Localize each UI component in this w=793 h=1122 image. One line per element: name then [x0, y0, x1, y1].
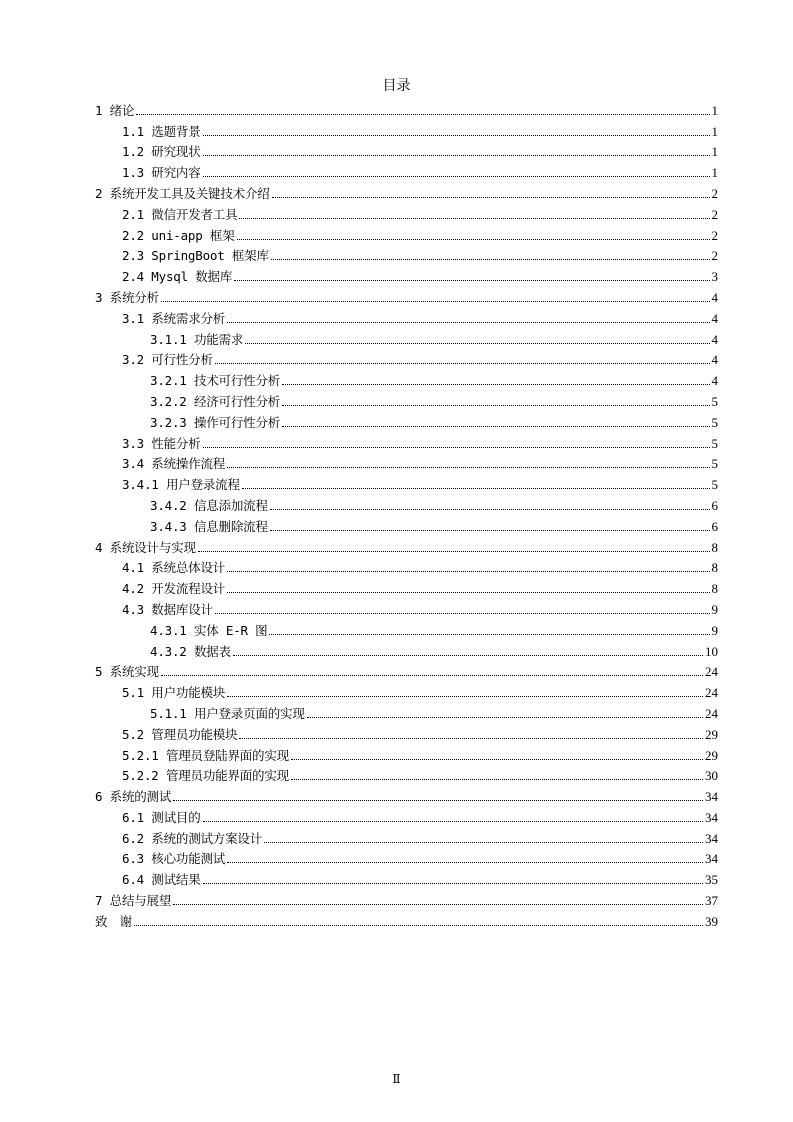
toc-entry[interactable]	[95, 514, 718, 535]
toc-dot-leader	[264, 841, 703, 843]
toc-entry-page: 5	[711, 477, 718, 493]
toc-dot-leader	[234, 279, 709, 281]
toc-entry[interactable]	[95, 556, 718, 577]
toc-dot-leader	[282, 383, 709, 385]
toc-dot-leader	[161, 674, 703, 676]
toc-entry-page: 5	[711, 456, 718, 472]
toc-entry-label: 6.2 系统的测试方案设计	[122, 830, 263, 846]
toc-entry-label: 5.2.2 管理员功能界面的实现	[122, 768, 289, 784]
toc-entry[interactable]	[95, 493, 718, 514]
toc-entry-label: 6.3 核心功能测试	[122, 851, 226, 867]
toc-entry-page: 1	[711, 144, 718, 160]
toc-entry-page: 30	[705, 768, 718, 784]
toc-list	[95, 98, 718, 930]
toc-entry[interactable]	[95, 140, 718, 161]
toc-entry-label: 2.4 Mysql 数据库	[122, 269, 233, 285]
page-number: Ⅱ	[392, 1072, 401, 1086]
toc-dot-leader	[269, 633, 709, 635]
toc-entry-label: 1.2 研究现状	[122, 144, 201, 160]
toc-entry[interactable]	[95, 535, 718, 556]
toc-entry-page: 35	[705, 872, 718, 888]
toc-dot-leader	[227, 591, 709, 593]
toc-dot-leader	[203, 175, 710, 177]
toc-entry-page: 5	[711, 435, 718, 451]
toc-entry-label: 2.3 SpringBoot 框架库	[122, 248, 269, 264]
toc-entry-page: 5	[711, 414, 718, 430]
toc-entry-page: 6	[711, 497, 718, 513]
toc-dot-leader	[173, 799, 703, 801]
toc-entry-page: 2	[711, 248, 718, 264]
toc-entry-page: 2	[711, 227, 718, 243]
toc-dot-leader	[245, 342, 709, 344]
toc-entry-label: 3.1 系统需求分析	[122, 310, 226, 326]
toc-entry-page: 1	[711, 165, 718, 181]
toc-entry-page: 24	[705, 685, 718, 701]
toc-entry[interactable]	[95, 306, 718, 327]
toc-entry-page: 34	[705, 830, 718, 846]
toc-entry-page: 6	[711, 518, 718, 534]
toc-entry[interactable]	[95, 784, 718, 805]
toc-entry-page: 2	[711, 185, 718, 201]
toc-entry[interactable]	[95, 327, 718, 348]
toc-entry-label: 4.1 系统总体设计	[122, 560, 226, 576]
toc-dot-leader	[282, 425, 709, 427]
toc-entry[interactable]	[95, 348, 718, 369]
toc-entry[interactable]	[95, 452, 718, 473]
toc-entry[interactable]	[95, 680, 718, 701]
toc-dot-leader	[198, 550, 710, 552]
toc-entry-page: 29	[705, 726, 718, 742]
toc-entry-page: 3	[711, 269, 718, 285]
toc-entry-label: 2.1 微信开发者工具	[122, 206, 238, 222]
toc-dot-leader	[136, 113, 709, 115]
toc-entry-page: 10	[705, 643, 718, 659]
toc-entry-page: 4	[711, 373, 718, 389]
toc-dot-leader	[203, 882, 703, 884]
toc-entry-label: 1.3 研究内容	[122, 165, 201, 181]
toc-entry-label: 3 系统分析	[95, 289, 159, 305]
toc-entry-label: 3.2.2 经济可行性分析	[150, 393, 281, 409]
toc-entry-page: 1	[711, 123, 718, 139]
toc-dot-leader	[242, 487, 710, 489]
toc-entry-label: 5 系统实现	[95, 664, 159, 680]
toc-entry-page: 4	[711, 289, 718, 305]
toc-entry[interactable]	[95, 472, 718, 493]
toc-entry[interactable]	[95, 264, 718, 285]
toc-entry[interactable]	[95, 639, 718, 660]
toc-entry-page: 5	[711, 393, 718, 409]
toc-entry-page: 8	[711, 581, 718, 597]
toc-entry-label: 4.3.1 实体 E-R 图	[150, 622, 268, 638]
toc-entry-page: 39	[705, 913, 718, 929]
toc-entry-label: 5.1 用户功能模块	[122, 685, 226, 701]
toc-dot-leader	[237, 238, 710, 240]
toc-entry-page: 24	[705, 705, 718, 721]
toc-entry[interactable]	[95, 410, 718, 431]
toc-dot-leader	[227, 321, 709, 323]
toc-entry-label: 4 系统设计与实现	[95, 539, 196, 555]
toc-dot-leader	[282, 404, 709, 406]
toc-entry[interactable]	[95, 431, 718, 452]
toc-entry-label: 3.2.3 操作可行性分析	[150, 414, 281, 430]
toc-entry-label: 5.2.1 管理员登陆界面的实现	[122, 747, 289, 763]
toc-entry-page: 34	[705, 809, 718, 825]
toc-entry-label: 3.1.1 功能需求	[150, 331, 244, 347]
toc-title: 目录	[382, 78, 411, 94]
toc-dot-leader	[215, 612, 710, 614]
toc-entry-label: 3.2.1 技术可行性分析	[150, 373, 281, 389]
toc-entry-label: 3.4.1 用户登录流程	[122, 477, 240, 493]
toc-entry-label: 2.2 uni-app 框架	[122, 227, 235, 243]
toc-entry-page: 24	[705, 664, 718, 680]
toc-dot-leader	[239, 217, 709, 219]
toc-dot-leader	[203, 446, 710, 448]
toc-entry-page: 2	[711, 206, 718, 222]
toc-entry[interactable]	[95, 867, 718, 888]
toc-entry-label: 4.2 开发流程设计	[122, 581, 226, 597]
toc-dot-leader	[227, 466, 709, 468]
toc-dot-leader	[161, 300, 710, 302]
toc-dot-leader	[173, 903, 703, 905]
toc-entry[interactable]	[95, 805, 718, 826]
toc-dot-leader	[272, 196, 710, 198]
toc-entry[interactable]	[95, 202, 718, 223]
toc-entry[interactable]	[95, 909, 718, 930]
toc-entry[interactable]	[95, 160, 718, 181]
toc-entry-label: 3.3 性能分析	[122, 435, 201, 451]
toc-entry[interactable]	[95, 181, 718, 202]
toc-entry-page: 9	[711, 622, 718, 638]
toc-entry-label: 6.4 测试结果	[122, 872, 201, 888]
toc-entry-page: 29	[705, 747, 718, 763]
toc-entry[interactable]	[95, 888, 718, 909]
toc-dot-leader	[227, 570, 709, 572]
toc-entry-page: 8	[711, 560, 718, 576]
toc-entry-page: 4	[711, 310, 718, 326]
toc-entry-label: 4.3 数据库设计	[122, 601, 213, 617]
toc-entry-label: 1 绪论	[95, 102, 135, 118]
toc-entry-page: 37	[705, 893, 718, 909]
toc-entry-label: 2 系统开发工具及关键技术介绍	[95, 185, 270, 201]
toc-entry-label: 3.2 可行性分析	[122, 352, 213, 368]
toc-entry-label: 3.4.2 信息添加流程	[150, 497, 268, 513]
toc-entry[interactable]	[95, 597, 718, 618]
toc-entry[interactable]	[95, 576, 718, 597]
toc-entry-label: 3.4 系统操作流程	[122, 456, 226, 472]
toc-entry-label: 7 总结与展望	[95, 893, 172, 909]
toc-entry[interactable]	[95, 764, 718, 785]
toc-dot-leader	[227, 861, 703, 863]
toc-entry[interactable]	[95, 244, 718, 265]
toc-entry-label: 4.3.2 数据表	[150, 643, 231, 659]
toc-entry[interactable]	[95, 98, 718, 119]
toc-entry-label: 5.1.1 用户登录页面的实现	[150, 705, 305, 721]
toc-entry-label: 6 系统的测试	[95, 789, 172, 805]
toc-dot-leader	[291, 778, 703, 780]
toc-entry-label: 6.1 测试目的	[122, 809, 201, 825]
toc-dot-leader	[227, 695, 703, 697]
toc-entry[interactable]	[95, 285, 718, 306]
toc-entry[interactable]	[95, 618, 718, 639]
toc-entry-page: 9	[711, 601, 718, 617]
toc-entry-page: 8	[711, 539, 718, 555]
toc-dot-leader	[271, 258, 710, 260]
toc-dot-leader	[203, 820, 703, 822]
toc-entry[interactable]	[95, 660, 718, 681]
toc-dot-leader	[203, 154, 710, 156]
toc-entry-label: 3.4.3 信息删除流程	[150, 518, 268, 534]
toc-dot-leader	[203, 134, 710, 136]
toc-entry[interactable]	[95, 743, 718, 764]
toc-entry-page: 4	[711, 352, 718, 368]
toc-entry[interactable]	[95, 223, 718, 244]
toc-dot-leader	[270, 508, 710, 510]
toc-entry-page: 4	[711, 331, 718, 347]
toc-entry[interactable]	[95, 119, 718, 140]
toc-entry[interactable]	[95, 389, 718, 410]
toc-entry[interactable]	[95, 368, 718, 389]
toc-entry[interactable]	[95, 701, 718, 722]
toc-entry[interactable]	[95, 826, 718, 847]
toc-dot-leader	[134, 924, 703, 926]
toc-entry-label: 1.1 选题背景	[122, 123, 201, 139]
toc-entry-page: 34	[705, 851, 718, 867]
toc-dot-leader	[291, 758, 703, 760]
toc-dot-leader	[233, 654, 703, 656]
toc-dot-leader	[307, 716, 703, 718]
toc-dot-leader	[215, 362, 710, 364]
toc-entry-label: 致 谢	[95, 913, 132, 929]
toc-entry-label: 5.2 管理员功能模块	[122, 726, 238, 742]
toc-entry[interactable]	[95, 722, 718, 743]
toc-entry-page: 34	[705, 789, 718, 805]
toc-dot-leader	[270, 529, 710, 531]
toc-entry[interactable]	[95, 847, 718, 868]
toc-dot-leader	[239, 737, 703, 739]
toc-entry-page: 1	[711, 102, 718, 118]
